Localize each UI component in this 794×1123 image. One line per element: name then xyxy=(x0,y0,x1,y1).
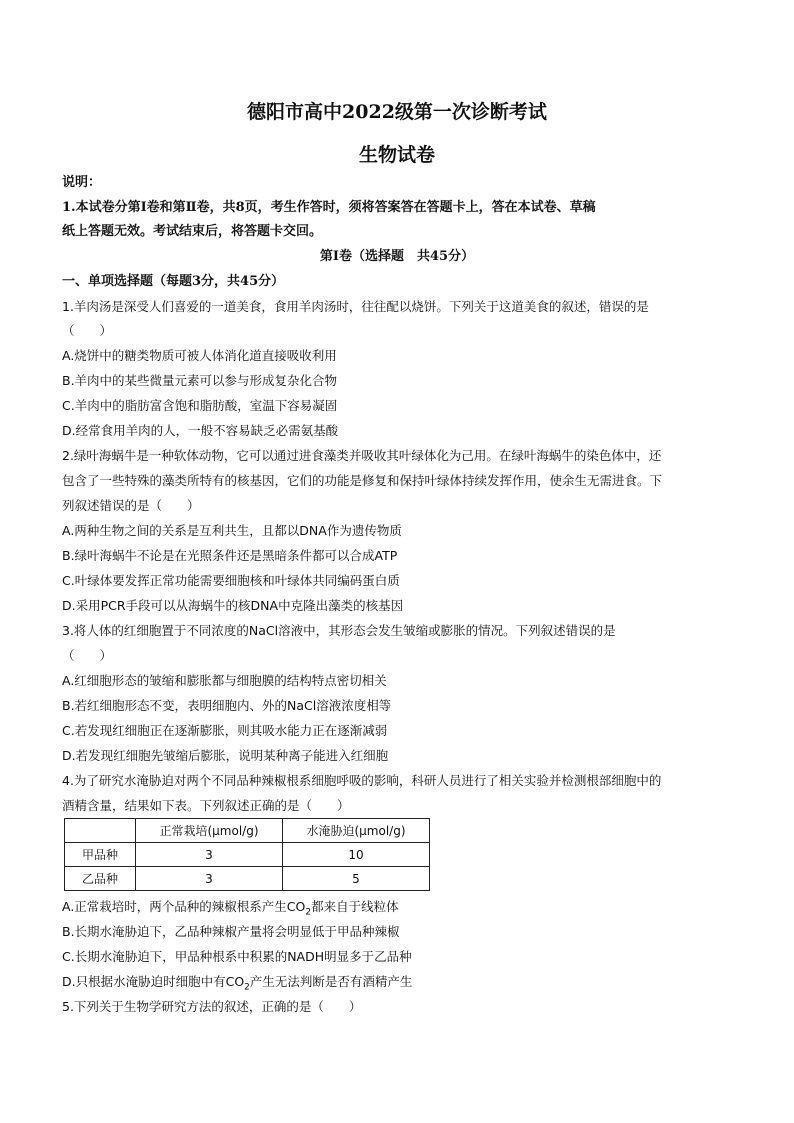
q4-option-c: C.长期水淹胁迫下，甲品种根系中积累的NADH明显多于乙品种 xyxy=(62,949,412,964)
part1-heading: 第Ⅰ卷（选择题 共45分） xyxy=(319,249,475,264)
q3-stem: 3.将人体的红细胞置于不同浓度的NaCl溶液中，其形态会发生皱缩或膨胀的情况。下列叙述错误的是 xyxy=(62,623,616,638)
q2-stem: 列叙述错误的是（ ） xyxy=(62,498,200,513)
q4-stem: 4.为了研究水淹胁迫对两个不同品种辣椒根系细胞呼吸的影响，科研人员进行了相关实验并检测根部细胞中的 xyxy=(62,773,662,788)
q1-option-d: D.经常食用羊肉的人，一般不容易缺乏必需氨基酸 xyxy=(62,423,339,438)
notes-label: 说明： xyxy=(62,175,102,190)
q2-option-a: A.两种生物之间的关系是互利共生，且都以DNA作为遗传物质 xyxy=(62,523,402,538)
table-header-cell: 正常栽培(μmol/g) xyxy=(136,819,283,843)
q4-option-b: B.长期水淹胁迫下，乙品种辣椒产量将会明显低于甲品种辣椒 xyxy=(62,924,400,939)
q2-option-c: C.叶绿体要发挥正常功能需要细胞核和叶绿体共同编码蛋白质 xyxy=(62,573,400,588)
q2-stem: 包含了一些特殊的藻类所特有的核基因，它们的功能是修复和保持叶绿体持续发挥作用，使余生无需进食。下 xyxy=(62,473,663,488)
q1-stem: （ ） xyxy=(62,323,113,338)
table-cell: 5 xyxy=(283,867,430,891)
table-row xyxy=(65,867,430,891)
q3-stem: （ ） xyxy=(62,648,113,663)
q3-option-d: D.若发现红细胞先皱缩后膨胀，说明某种离子能进入红细胞 xyxy=(62,748,389,763)
q1-option-a: A.烧饼中的糖类物质可被人体消化道直接吸收利用 xyxy=(62,348,337,363)
table-cell: 3 xyxy=(136,843,283,867)
table-cell: 10 xyxy=(283,843,430,867)
q4-option-d: D.只根据水淹胁迫时细胞中有$CO_2$产生无法判断是否有酒精产生 xyxy=(62,974,413,993)
notes-line: 1.本试卷分第Ⅰ卷和第Ⅱ卷，共8页，考生作答时，须将答案答在答题卡上，答在本试卷、草稿 xyxy=(62,200,596,215)
q4-option-a: A.正常栽培时，两个品种的辣椒根系产生$CO_2$都来自于线粒体 xyxy=(62,899,399,918)
exam-title: 德阳市高中2022级第一次诊断考试 xyxy=(247,101,547,123)
table-cell: 3 xyxy=(136,867,283,891)
q1-stem: 1.羊肉汤是深受人们喜爱的一道美食，食用羊肉汤时，往往配以烧饼。下列关于这道美食的叙述，错误的是 xyxy=(62,299,649,314)
section-heading: 一、单项选择题（每题3分，共45分） xyxy=(62,274,285,289)
table-header-cell xyxy=(65,819,136,843)
table-row xyxy=(65,843,430,867)
q1-option-b: B.羊肉中的某些微量元素可以参与形成复杂化合物 xyxy=(62,373,338,388)
q1-option-c: C.羊肉中的脂肪富含饱和脂肪酸，室温下容易凝固 xyxy=(62,398,338,413)
q4-stem: 酒精含量，结果如下表。下列叙述正确的是（ ） xyxy=(62,798,350,813)
q2-option-d: D.采用PCR手段可以从海蜗牛的核DNA中克隆出藻类的核基因 xyxy=(62,598,404,613)
table-cell: 甲品种 xyxy=(65,843,136,867)
q3-option-c: C.若发现红细胞正在逐渐膨胀，则其吸水能力正在逐渐减弱 xyxy=(62,723,388,738)
notes-line: 纸上答题无效。考试结束后，将答题卡交回。 xyxy=(62,224,323,239)
exam-subject: 生物试卷 xyxy=(358,144,435,166)
alcohol-content-table xyxy=(64,818,430,891)
q2-option-b: B.绿叶海蜗牛不论是在光照条件还是黑暗条件都可以合成ATP xyxy=(62,548,398,563)
q5-stem: 5.下列关于生物学研究方法的叙述，正确的是（ ） xyxy=(62,999,362,1014)
q3-option-b: B.若红细胞形态不变，表明细胞内、外的NaCl溶液浓度相等 xyxy=(62,698,392,713)
q2-stem: 2.绿叶海蜗牛是一种软体动物，它可以通过进食藻类并吸收其叶绿体化为己用。在绿叶海蜗牛的染色体中，还 xyxy=(62,448,662,463)
table-header-cell: 水淹胁迫(μmol/g) xyxy=(283,819,430,843)
table-cell: 乙品种 xyxy=(65,867,136,891)
q3-option-a: A.红细胞形态的皱缩和膨胀都与细胞膜的结构特点密切相关 xyxy=(62,673,387,688)
table-header-row xyxy=(65,819,430,843)
